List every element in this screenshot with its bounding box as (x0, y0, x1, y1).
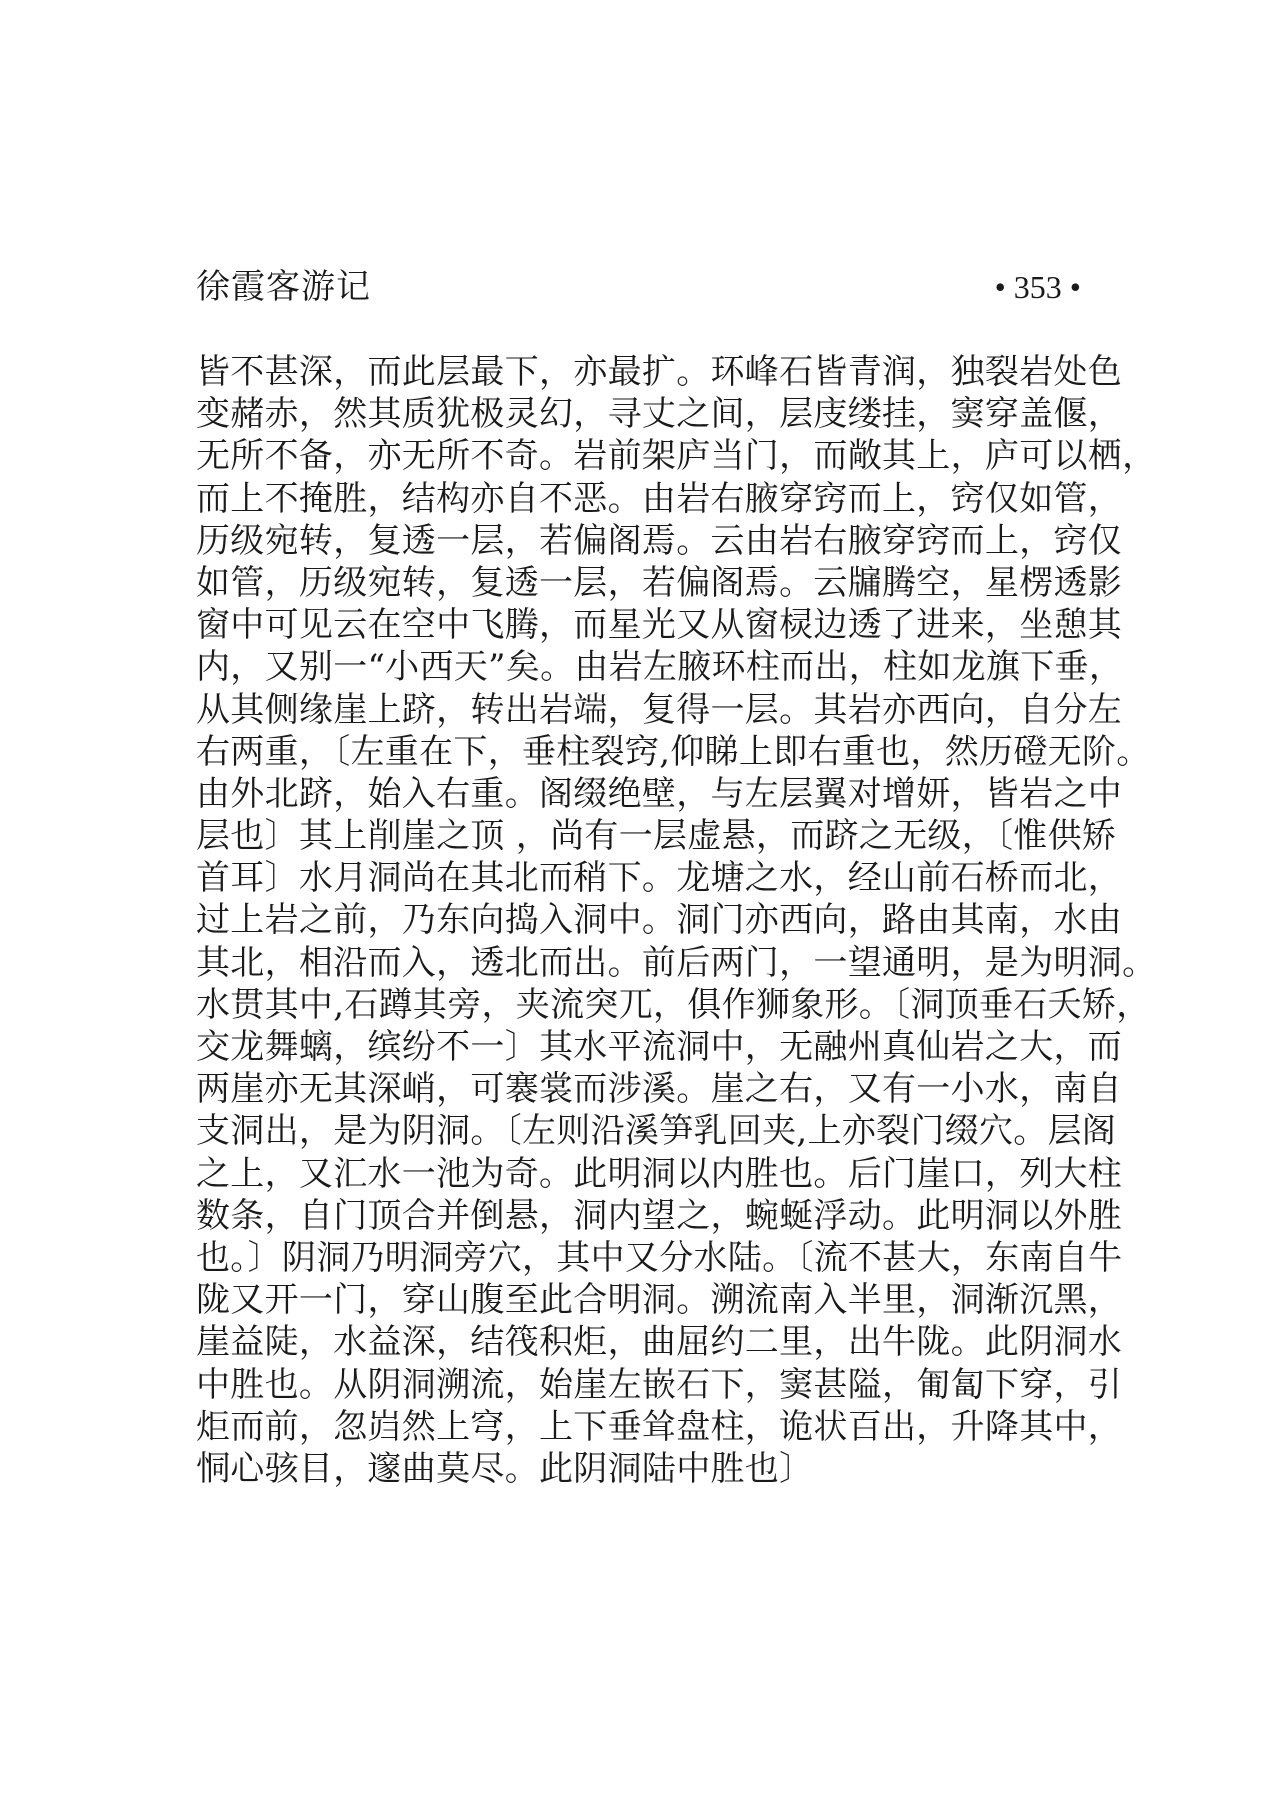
text-line: 而上不掩胜，结构亦自不恶。由岩右腋穿窍而上，窍仅如管， (196, 478, 1123, 519)
text-line: 内，又别一“小西天”矣。由岩左腋环柱而出，柱如龙旗下垂， (196, 647, 1124, 688)
text-line: 也。〕阴洞乃明洞旁穴，其中又分水陆。〔流不甚大，东南自牛 (196, 1237, 1123, 1278)
text-line: 右两重，〔左重在下，垂柱裂窍,仰睇上即右重也，然历磴无阶。 (196, 731, 1151, 772)
text-line: 过上岩之前，乃东向捣入洞中。洞门亦西向，路由其南，水由 (196, 900, 1123, 941)
text-line: 其北，相沿而入，透北而出。前后两门，一望通明，是为明洞。 (196, 942, 1157, 983)
text-line: 从其侧缘崖上跻，转出岩端，复得一层。其岩亦西向，自分左 (196, 689, 1123, 730)
text-line: 水贯其中,石蹲其旁，夹流突兀，俱作狮象形。〔洞顶垂石夭矫， (196, 984, 1151, 1025)
text-line: 首耳〕水月洞尚在其北而稍下。龙塘之水，经山前石桥而北， (196, 858, 1123, 899)
text-line: 历级宛转，复透一层，若偏阁焉。云由岩右腋穿窍而上，窍仅 (196, 520, 1123, 561)
page-header (196, 265, 1081, 309)
text-line: 支洞出，是为阴洞。〔左则沿溪笋乳回夹,上亦裂门缀穴。层阁 (196, 1111, 1117, 1152)
text-line: 中胜也。从阴洞溯流，始崖左嵌石下，窦甚隘，匍匐下穿，引 (196, 1364, 1123, 1405)
page-number: • 353 • (994, 269, 1081, 305)
text-line: 炬而前，忽岿然上穹，上下垂耸盘柱，诡状百出，升降其中， (196, 1406, 1123, 1447)
text-line: 陇又开一门，穿山腹至此合明洞。溯流南入半里，洞渐沉黑， (196, 1280, 1123, 1321)
text-line: 两崖亦无其深峭，可褰裳而涉溪。崖之右，又有一小水，南自 (196, 1069, 1123, 1110)
text-line: 崖益陡，水益深，结筏积炬，曲屈约二里，出牛陇。此阴洞水 (196, 1322, 1123, 1363)
text-line: 数条，自门顶合并倒悬，洞内望之，蜿蜒浮动。此明洞以外胜 (196, 1195, 1123, 1236)
text-line: 之上，又汇水一池为奇。此明洞以内胜也。后门崖口，列大柱 (196, 1153, 1123, 1194)
text-line: 无所不备，亦无所不奇。岩前架庐当门，而敞其上，庐可以栖， (196, 436, 1157, 477)
text-line: 交龙舞螭，缤纷不一〕其水平流洞中，无融州真仙岩之大，而 (196, 1027, 1123, 1067)
body-text (196, 351, 1157, 1490)
text-line: 窗中可见云在空中飞腾，而星光又从窗棂边透了进来，坐憩其 (196, 605, 1123, 646)
text-line: 如管，历级宛转，复透一层，若偏阁焉。云牖腾空，星楞透影 (196, 562, 1123, 603)
text-line: 由外北跻，始入右重。阁缀绝壁，与左层翼对增妍，皆岩之中 (196, 773, 1123, 814)
text-line: 恫心骇目，邃曲莫尽。此阴洞陆中胜也〕 (196, 1448, 814, 1489)
text-line: 变赭赤，然其质犹极灵幻，寻丈之间，层庋缕挂，窦穿盖偃， (196, 394, 1123, 435)
text-line: 皆不甚深，而此层最下，亦最扩。环峰石皆青润，独裂岩处色 (196, 352, 1123, 392)
book-title: 徐霞客游记 (196, 267, 371, 307)
text-line: 层也〕其上削崖之顶 ，尚有一层虚悬，而跻之无级，〔惟供矫 (196, 816, 1117, 857)
